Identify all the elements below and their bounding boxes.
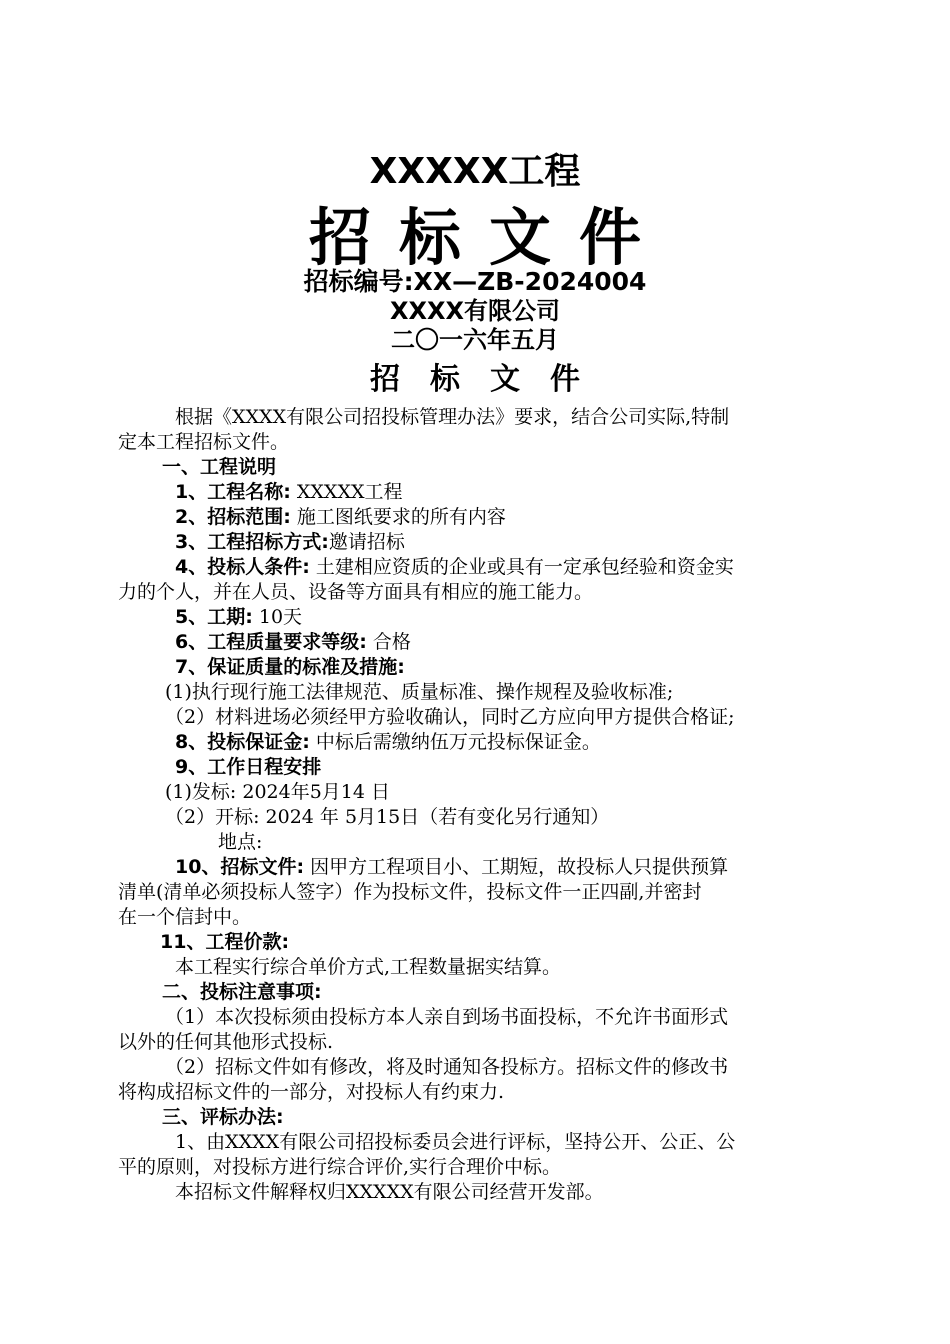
item-5-value: 10天 xyxy=(252,606,303,628)
section-2-p1-line-2: 以外的任何其他形式投标. xyxy=(118,1031,334,1053)
item-6 xyxy=(175,630,411,654)
section-3-heading: 三、评标办法: xyxy=(162,1106,284,1128)
item-3 xyxy=(175,530,405,554)
item-11-label: 11、工程价款: xyxy=(160,931,290,953)
item-2 xyxy=(175,505,506,529)
item-4-value: 土建相应资质的企业或具有一定承包经验和资金实 xyxy=(309,556,734,578)
item-3-label: 3、工程招标方式: xyxy=(175,531,329,553)
section-2-p2-line-1: （2）招标文件如有修改，将及时通知各投标方。招标文件的修改书 xyxy=(165,1056,729,1078)
issue-date: 二〇一六年五月 xyxy=(391,326,559,354)
intro-line-2: 定本工程招标文件。 xyxy=(118,431,290,453)
item-5-label: 5、工期: xyxy=(175,606,253,628)
item-7-label: 7、保证质量的标准及措施: xyxy=(175,656,405,678)
intro-line-1: 根据《XXXX有限公司招投标管理办法》要求，结合公司实际,特制 xyxy=(175,406,730,428)
item-7-sub-1: (1)执行现行施工法律规范、质量标准、操作规程及验收标准; xyxy=(165,681,674,703)
item-7-sub-2: （2）材料进场必须经甲方验收确认，同时乙方应向甲方提供合格证; xyxy=(165,706,735,728)
item-9-sub-1: (1)发标: 2024年5月14 日 xyxy=(165,781,391,803)
closing-statement: 本招标文件解释权归XXXXX有限公司经营开发部。 xyxy=(175,1181,604,1203)
company-name: XXXX有限公司 xyxy=(389,297,560,325)
item-10-continued-1: 清单(清单必须投标人签字）作为投标文件，投标文件一正四副,并密封 xyxy=(118,881,702,903)
section-1-heading: 一、工程说明 xyxy=(162,456,277,478)
item-4 xyxy=(175,555,734,579)
project-title: XXXXX工程 xyxy=(369,151,581,192)
item-9-sub-2: （2）开标: 2024 年 5月15日（若有变化另行通知） xyxy=(165,806,610,828)
item-3-value: 邀请招标 xyxy=(328,531,405,553)
item-6-value: 合格 xyxy=(366,631,411,653)
item-4-label: 4、投标人条件: xyxy=(175,556,310,578)
item-10-value: 因甲方工程项目小、工期短，故投标人只提供预算 xyxy=(304,856,729,878)
document-title: 招标文件 xyxy=(308,201,669,274)
item-5 xyxy=(175,605,302,629)
item-9-sub-3: 地点: xyxy=(218,831,263,853)
section-2-heading: 二、投标注意事项: xyxy=(162,981,322,1003)
item-1 xyxy=(175,480,403,504)
section-2-p2-line-2: 将构成招标文件的一部分，对投标人有约束力. xyxy=(118,1081,505,1103)
item-10-label: 10、招标文件: xyxy=(175,856,305,878)
item-2-value: 施工图纸要求的所有内容 xyxy=(290,506,506,528)
section-3-p1-line-2: 平的原则，对投标方进行综合评价,实行合理价中标。 xyxy=(118,1156,562,1178)
section-title: 招标文件 xyxy=(370,362,610,397)
item-4-continued: 力的个人，并在人员、设备等方面具有相应的施工能力。 xyxy=(118,581,594,603)
item-2-label: 2、招标范围: xyxy=(175,506,291,528)
item-10-continued-2: 在一个信封中。 xyxy=(118,906,252,928)
item-1-label: 1、工程名称: xyxy=(175,481,291,503)
item-11-value: 本工程实行综合单价方式,工程数量据实结算。 xyxy=(175,956,562,978)
item-8-value: 中标后需缴纳伍万元投标保证金。 xyxy=(309,731,601,753)
section-3-p1-line-1: 1、由XXXX有限公司招投标委员会进行评标，坚持公开、公正、公 xyxy=(175,1131,736,1153)
item-6-label: 6、工程质量要求等级: xyxy=(175,631,367,653)
item-10 xyxy=(175,855,728,879)
item-8 xyxy=(175,730,601,754)
section-2-p1-line-1: （1）本次投标须由投标方本人亲自到场书面投标，不允许书面形式 xyxy=(165,1006,729,1028)
bid-number: 招标编号:XX—ZB-2024004 xyxy=(303,267,647,296)
item-1-value: XXXXX工程 xyxy=(290,481,403,503)
item-8-label: 8、投标保证金: xyxy=(175,731,310,753)
item-9-label: 9、工作日程安排 xyxy=(175,756,322,778)
